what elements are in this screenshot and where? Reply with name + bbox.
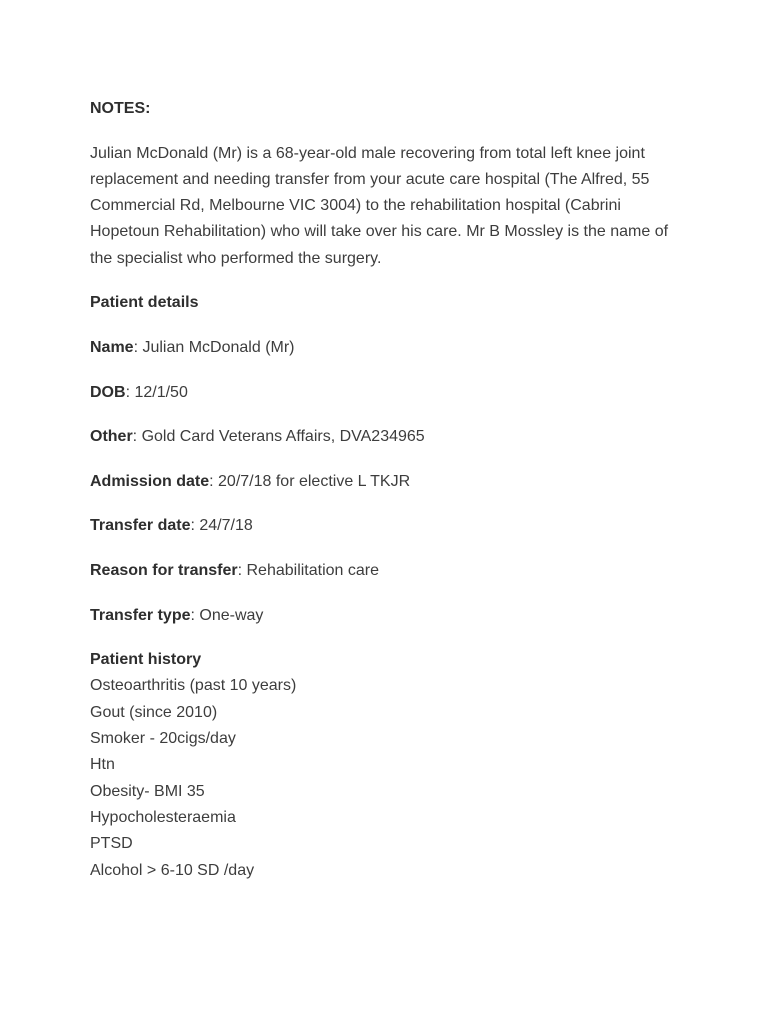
field-value: : Rehabilitation care [237, 561, 380, 579]
list-item: Gout (since 2010) [90, 703, 218, 721]
patient-history-heading: Patient history [90, 651, 202, 669]
patient-history-list [90, 673, 680, 883]
field-transfer-date [90, 513, 680, 539]
list-item: Hypocholesteraemia [90, 808, 236, 826]
list-item: Osteoarthritis (past 10 years) [90, 677, 297, 695]
field-label: Name [90, 338, 134, 356]
list-item: Smoker - 20cigs/day [90, 730, 236, 748]
field-value: : Julian McDonald (Mr) [133, 338, 295, 356]
field-label: Other [90, 428, 133, 446]
field-value: : 12/1/50 [125, 383, 188, 401]
field-label: DOB [90, 383, 126, 401]
field-label: Admission date [90, 472, 210, 490]
patient-details-heading: Patient details [90, 294, 199, 312]
field-transfer-type [90, 603, 680, 629]
document-body [90, 96, 680, 884]
field-admission-date [90, 469, 680, 495]
field-value: : 24/7/18 [190, 517, 253, 535]
field-label: Transfer date [90, 517, 191, 535]
intro-paragraph: Julian McDonald (Mr) is a 68-year-old male recovering from total left knee joint replacement and needing transfer from your acute care hospital (The Alfred, 55 Commercial Rd, Melbourne VIC 3004) to the rehabilitation hospital (Cabrini Hopetoun Rehabilitation) who will take over his care. Mr B Mossley is the name of the specialist who performed the surgery. [90, 144, 669, 267]
field-label: Transfer type [90, 606, 191, 624]
list-item: Htn [90, 756, 115, 774]
field-reason-for-transfer [90, 558, 680, 584]
field-value: : One-way [190, 606, 264, 624]
list-item: PTSD [90, 835, 133, 853]
field-value: : 20/7/18 for elective L TKJR [209, 472, 411, 490]
list-item: Obesity- BMI 35 [90, 782, 205, 800]
notes-heading: NOTES: [90, 100, 151, 117]
field-name [90, 335, 680, 361]
field-other [90, 424, 680, 450]
field-value: : Gold Card Veterans Affairs, DVA234965 [132, 428, 425, 446]
field-dob [90, 380, 680, 406]
list-item: Alcohol > 6-10 SD /day [90, 861, 255, 879]
field-label: Reason for transfer [90, 561, 238, 579]
patient-history-section [90, 647, 680, 884]
